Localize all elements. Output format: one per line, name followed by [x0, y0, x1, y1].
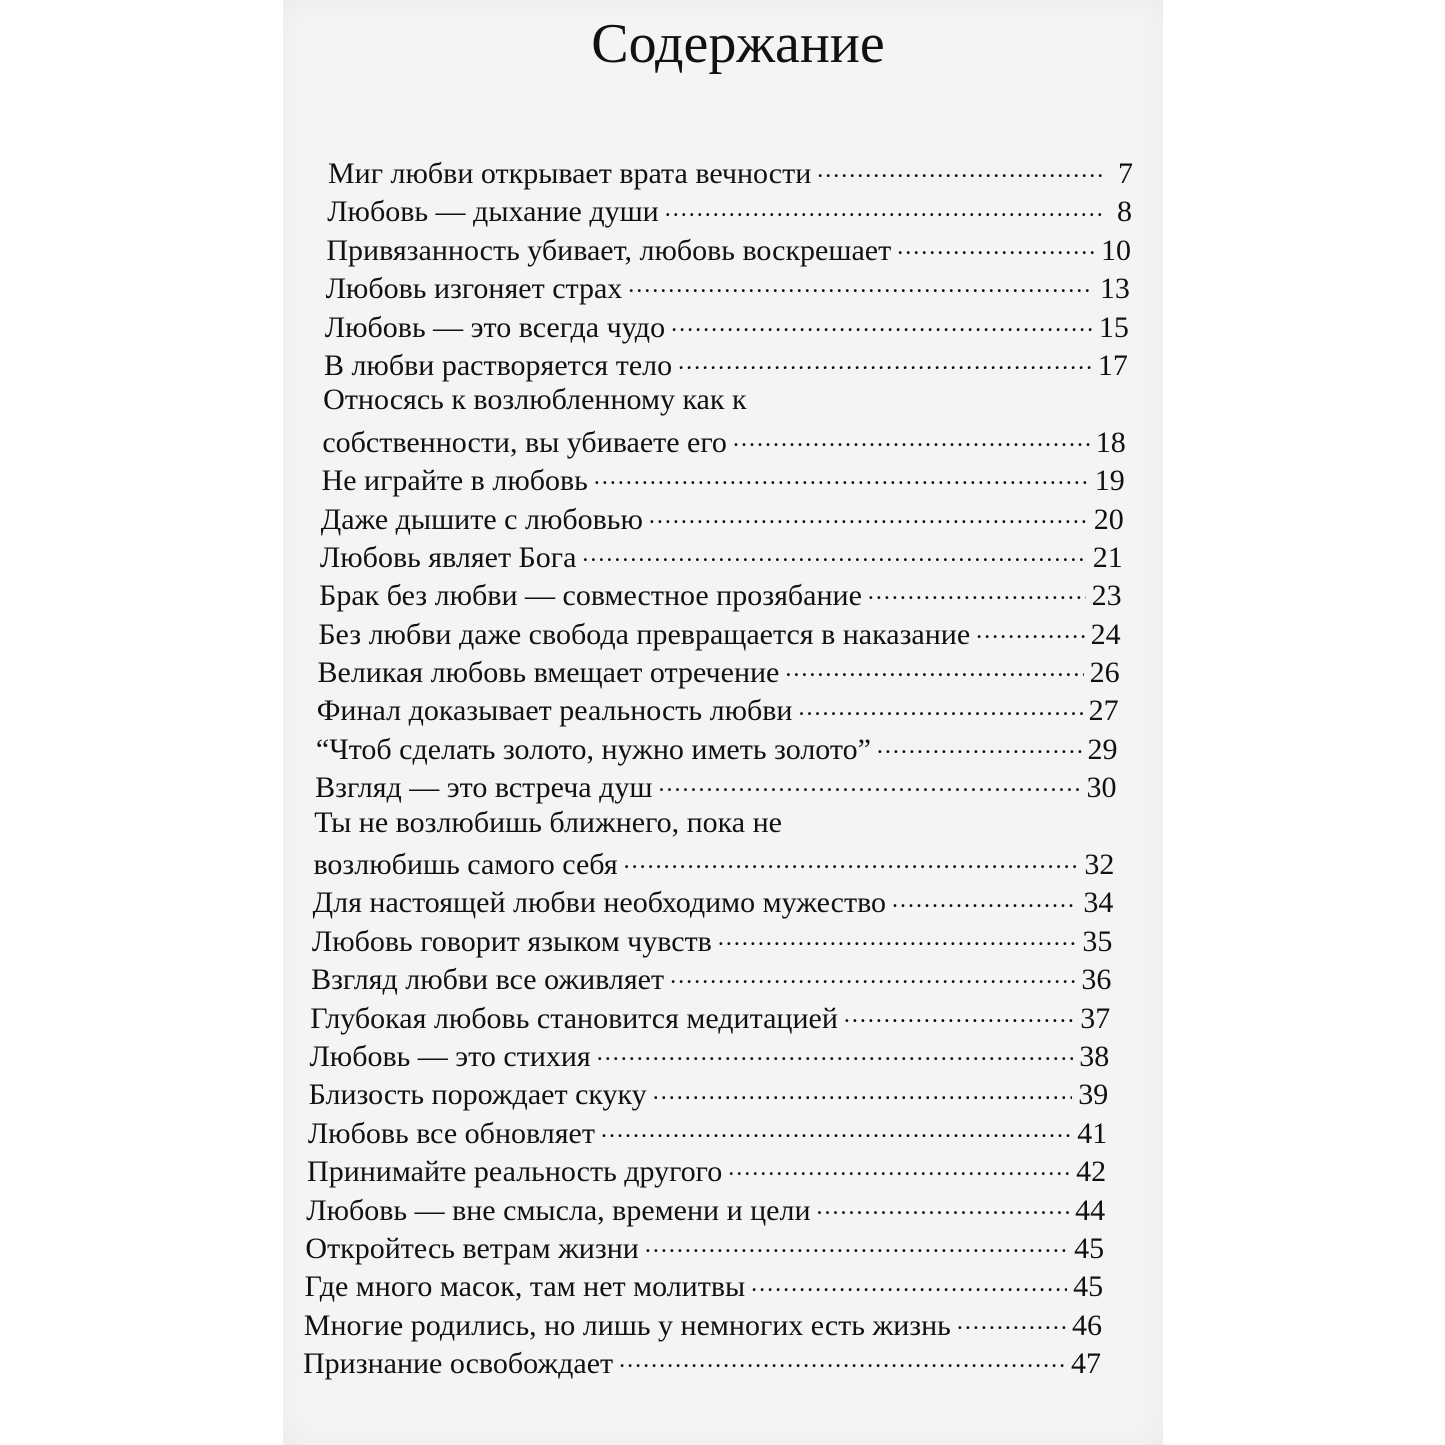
toc-entry-page-number: 19: [1094, 464, 1125, 498]
toc-entry: [283, 153, 1163, 191]
toc-entry: [283, 460, 1163, 498]
dot-leader: [671, 307, 1093, 337]
toc-entry-page-number: 46: [1072, 1308, 1103, 1342]
toc-entry-title: Не играйте в любовь: [321, 464, 588, 498]
toc-entry-page-number: 10: [1100, 233, 1131, 267]
toc-entry: [283, 998, 1163, 1036]
dot-leader: [897, 230, 1095, 260]
dot-leader: [817, 1190, 1070, 1220]
toc-entry: [283, 422, 1163, 460]
toc-entry-page-number: 24: [1090, 617, 1121, 651]
toc-entry-title: Глубокая любовь становится медитацией: [310, 1001, 838, 1035]
toc-entry-title: Без любви даже свобода превращается в наказание: [318, 617, 971, 651]
toc-entry-page-number: 45: [1074, 1231, 1105, 1265]
toc-entry-title: Принимайте реальность другого: [307, 1155, 723, 1189]
toc-entry-page-number: 29: [1087, 732, 1118, 766]
dot-leader: [653, 1074, 1073, 1104]
dot-leader: [733, 422, 1090, 452]
toc-entry-page-number: 38: [1079, 1039, 1110, 1073]
toc-entry-title: Любовь — дыхание души: [327, 195, 659, 229]
toc-entry: [283, 844, 1163, 882]
toc-entry: [283, 959, 1163, 997]
dot-leader: [678, 345, 1092, 375]
toc-entry-page-number: 26: [1089, 656, 1120, 690]
dot-leader: [868, 575, 1086, 605]
toc-entry-page-number: 13: [1099, 272, 1130, 306]
toc-entry-page-number: 36: [1081, 963, 1112, 997]
dot-leader: [619, 1343, 1065, 1373]
dot-leader: [892, 882, 1077, 912]
toc-entry: [283, 1113, 1163, 1151]
toc-entry-title: возлюбишь самого себя: [313, 848, 618, 882]
dot-leader: [718, 921, 1077, 951]
toc-entry: [283, 1074, 1163, 1112]
toc-entry-page-number: 17: [1097, 348, 1128, 382]
toc-entry-title: Близость порождает скуку: [308, 1078, 647, 1112]
toc-entry: [283, 307, 1163, 345]
toc-entry: [283, 537, 1163, 575]
toc-entry-title: Даже дышите с любовью: [320, 502, 643, 536]
toc-entry-text-line: Ты не возлюбишь ближнего, пока не: [314, 805, 782, 839]
toc-entry-page-number: 15: [1098, 310, 1129, 344]
toc-entry-title: Любовь — это всегда чудо: [324, 310, 666, 344]
toc-entry-title: Многие родились, но лишь у немногих есть жизнь: [303, 1308, 951, 1342]
toc-entry-title: Любовь — это стихия: [309, 1039, 591, 1073]
toc-entry: [283, 729, 1163, 767]
toc-entry: [283, 882, 1163, 920]
toc-entry: [283, 499, 1163, 537]
toc-entry-title: Признание освобождает: [303, 1347, 614, 1381]
dot-leader: [785, 652, 1083, 682]
toc-entry-title: Любовь — вне смысла, времени и цели: [306, 1193, 811, 1227]
toc-entry: [283, 652, 1163, 690]
toc-entry-page-number: 27: [1088, 694, 1119, 728]
page-title: Содержание: [591, 13, 885, 75]
toc-entry-page-number: 45: [1073, 1270, 1104, 1304]
dot-leader: [658, 767, 1080, 797]
toc-entry-title: Любовь говорит языком чувств: [311, 924, 712, 958]
dot-leader: [976, 614, 1084, 644]
book-page: [283, 0, 1163, 1445]
toc-entry: [283, 191, 1163, 229]
toc-entry-title: собственности, вы убиваете его: [322, 425, 727, 459]
toc-entry-page-number: 39: [1078, 1078, 1109, 1112]
dot-leader: [665, 191, 1104, 221]
toc-entry: [283, 268, 1163, 306]
toc-entry-title: “Чтоб сделать золото, нужно иметь золото”: [315, 732, 871, 766]
toc-entry-title: Миг любви открывает врата вечности: [328, 157, 812, 190]
toc-entry-title: Взгляд — это встреча душ: [315, 771, 653, 805]
toc-entry: [283, 767, 1163, 805]
toc-entry-title: Брак без любви — совместное прозябание: [319, 579, 862, 613]
toc-entry-page-number: 34: [1083, 886, 1114, 920]
toc-entry-title: Великая любовь вмещает отречение: [317, 656, 780, 690]
toc-entry-page-number: 35: [1082, 924, 1113, 958]
toc-entry: [283, 614, 1163, 652]
toc-entry-title: В любви растворяется тело: [323, 348, 673, 382]
toc-entry-title: Привязанность убивает, любовь воскрешает: [326, 233, 892, 267]
toc-entry: [283, 1343, 1163, 1381]
toc-entry: [283, 1228, 1163, 1266]
toc-entry-title: Финал доказывает реальность любви: [316, 694, 793, 728]
dot-leader: [597, 1036, 1074, 1066]
toc-entry: [283, 1036, 1163, 1074]
toc-entry-title: Где много масок, там нет молитвы: [304, 1270, 746, 1304]
toc-entry-page-number: 41: [1077, 1116, 1108, 1150]
dot-leader: [624, 844, 1079, 874]
toc-entry-page-number: 32: [1084, 848, 1115, 882]
toc-entry: [283, 1266, 1163, 1304]
toc-entry: [283, 345, 1163, 383]
dot-leader: [645, 1228, 1068, 1258]
dot-leader: [649, 499, 1088, 529]
table-of-contents: [283, 153, 1163, 1382]
toc-entry-page-number: 37: [1080, 1001, 1111, 1035]
dot-leader: [877, 729, 1082, 759]
dot-leader: [957, 1305, 1066, 1335]
toc-entry: [283, 1190, 1163, 1228]
toc-entry: [283, 230, 1163, 268]
dot-leader: [728, 1151, 1070, 1181]
toc-entry-page-number: 20: [1093, 502, 1124, 536]
dot-leader: [751, 1266, 1067, 1296]
toc-entry: [283, 921, 1163, 959]
toc-entry-page-number: 8: [1116, 195, 1132, 229]
toc-entry-page-number: 18: [1095, 425, 1126, 459]
toc-entry-page-number: 44: [1075, 1193, 1106, 1227]
dot-leader: [601, 1113, 1071, 1143]
toc-entry-title: Для настоящей любви необходимо мужество: [312, 886, 887, 920]
toc-entry-title: Любовь являет Бога: [319, 540, 577, 574]
toc-entry: [283, 690, 1163, 728]
dot-leader: [594, 460, 1089, 490]
toc-entry: [283, 575, 1163, 613]
dot-leader: [628, 268, 1094, 298]
dot-leader: [582, 537, 1086, 567]
toc-entry-title: Любовь все обновляет: [307, 1116, 595, 1150]
toc-entry-title: Откройтесь ветрам жизни: [305, 1231, 639, 1265]
dot-leader: [817, 153, 1105, 183]
dot-leader: [798, 690, 1082, 720]
toc-entry: [283, 1151, 1163, 1189]
toc-entry-page-number: 23: [1091, 579, 1122, 613]
dot-leader: [844, 998, 1074, 1028]
toc-entry-page-number: 30: [1086, 771, 1117, 805]
toc-entry: [283, 1305, 1163, 1343]
toc-entry-page-number: 42: [1076, 1155, 1107, 1189]
toc-entry-title: Любовь изгоняет страх: [325, 272, 623, 306]
toc-entry-text-line: Относясь к возлюбленному как к: [323, 383, 747, 417]
toc-entry-page-number: 7: [1118, 157, 1133, 190]
toc-entry-title: Взгляд любви все оживляет: [311, 963, 665, 997]
toc-entry-page-number: 21: [1092, 540, 1123, 574]
dot-leader: [670, 959, 1075, 989]
toc-entry-page-number: 47: [1071, 1347, 1101, 1381]
